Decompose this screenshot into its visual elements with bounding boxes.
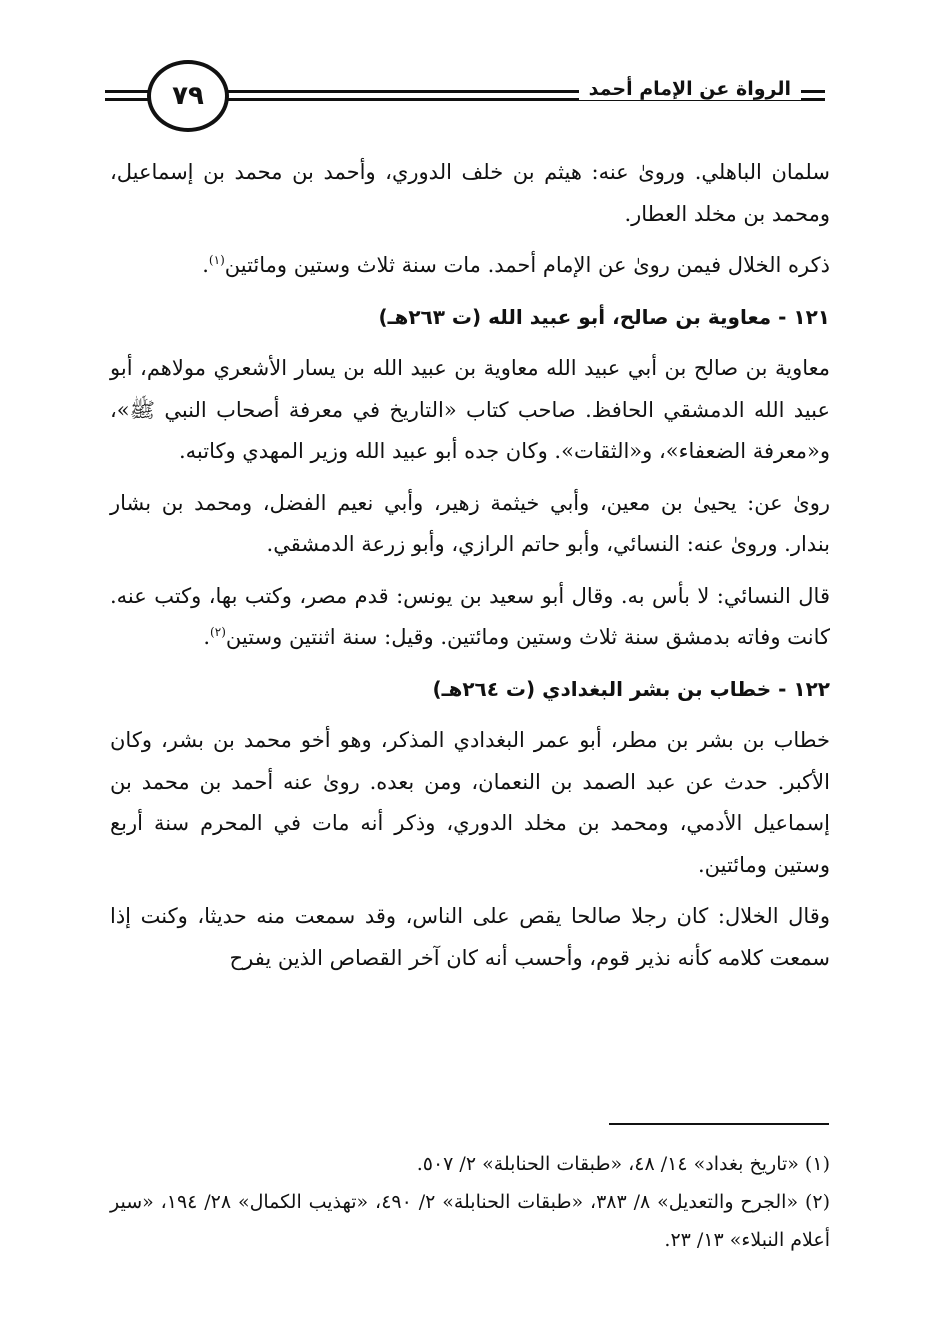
footnote-ref: (١) <box>208 253 225 267</box>
running-title: الرواة عن الإمام أحمد <box>579 78 801 100</box>
main-text <box>110 152 830 989</box>
paragraph: قال النسائي: لا بأس به. وقال أبو سعيد بن يونس: قدم مصر، وكتب بها، وكتب عنه. كانت وفاته بدمشق سنة ثلاث وستين ومائتين. وقيل: سنة اثنتين وستين$^{(٢)}$. <box>110 583 830 649</box>
footnote-ref: (٢) <box>210 625 226 639</box>
footnote: (٢) «الجرح والتعديل» ٨/ ٣٨٣، «طبقات الحنابلة» ٢/ ٤٩٠، «تهذيب الكمال» ٢٨/ ١٩٤، «سير أعلام النبلاء» ١٣/ ٢٣. <box>110 1191 831 1251</box>
page-number-badge <box>147 60 229 132</box>
paragraph: روىٰ عن: يحيىٰ بن معين، وأبي خيثمة زهير، وأبي نعيم الفضل، ومحمد بن بشار بندار. وروىٰ عنه: النسائي، وأبو حاتم الرازي، وأبو زرعة الدمشقي. <box>110 490 830 556</box>
footnotes <box>110 1145 830 1259</box>
paragraph: ذكره الخلال فيمن روىٰ عن الإمام أحمد. مات سنة ثلاث وستين ومائتين$^{(١)}$. <box>202 253 830 277</box>
entry-heading: ١٢١ - معاوية بن صالح، أبو عبيد الله (ت ٢٦٣هـ) <box>378 304 830 329</box>
footnote-separator <box>609 1123 829 1125</box>
paragraph: وقال الخلال: كان رجلا صالحا يقص على الناس، وقد سمعت منه حديثا، وكنت إذا سمعت كلامه كأنه نذير قوم، وأحسب أنه كان آخر القصاص الذين يفرح <box>110 904 830 970</box>
entry-heading: ١٢٢ - خطاب بن بشر البغدادي (ت ٢٦٤هـ) <box>432 676 830 701</box>
paragraph: معاوية بن صالح بن أبي عبيد الله معاوية بن عبيد الله بن يسار الأشعري مولاهم، أبو عبيد الله الدمشقي الحافظ. صاحب كتاب «التاريخ في معرفة أصحاب النبي ﷺ»، و«معرفة الضعفاء»، و«الثقات». وكان جده أبو عبيد الله وزير المهدي وكاتبه. <box>110 356 830 463</box>
paragraph: خطاب بن بشر بن مطر، أبو عمر البغدادي المذكر، وهو أخو محمد بن بشر، وكان الأكبر. حدث عن عبد الصمد بن النعمان، ومن بعده. روىٰ عنه أحمد بن محمد بن إسماعيل الأدمي، ومحمد بن مخلد الدوري، وذكر أنه مات في المحرم سنة أربع وستين ومائتين. <box>110 728 830 877</box>
page-number: ٧٩ <box>172 81 204 111</box>
paragraph: سلمان الباهلي. وروىٰ عنه: هيثم بن خلف الدوري، وأحمد بن محمد بن إسماعيل، ومحمد بن مخلد العطار. <box>110 160 830 226</box>
footnote: (١) «تاريخ بغداد» ١٤/ ٤٨، «طبقات الحنابلة» ٢/ ٥٠٧. <box>416 1153 830 1175</box>
page-header <box>105 60 825 138</box>
